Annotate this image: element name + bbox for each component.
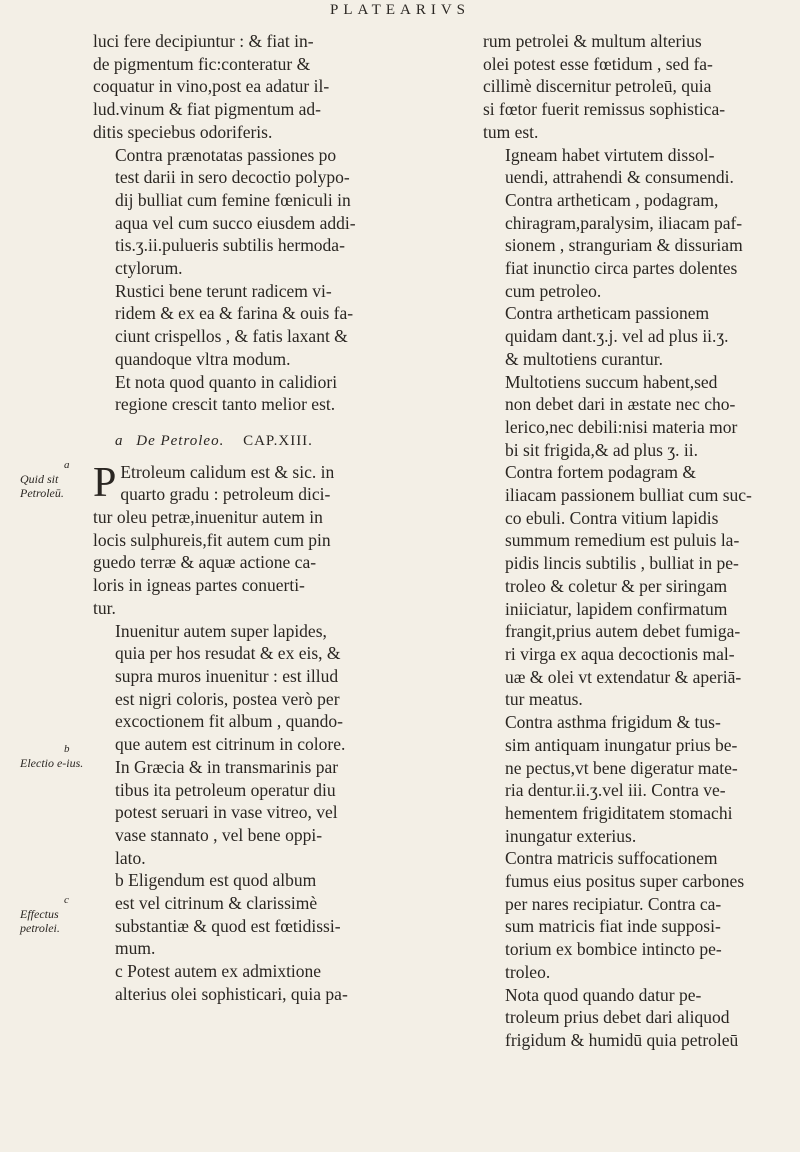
text-line: c Potest autem ex admixtione — [115, 961, 322, 982]
text-line: sim antiquam inungatur prius be- — [505, 734, 738, 755]
text-line: coquatur in vino,post ea adatur il- — [93, 76, 330, 97]
text-line: ne pectus,vt bene digeratur mate- — [505, 757, 738, 778]
text-line: & multotiens curantur. — [505, 348, 663, 369]
text-line: ri virga ex aqua decoctionis mal- — [505, 643, 735, 664]
text-line: cum petroleo. — [505, 280, 602, 301]
text-line: ria dentur.ii.ʒ.vel iii. Contra ve- — [505, 780, 726, 801]
text-line: si fœtor fuerit remissus sophistica- — [483, 99, 726, 120]
running-head: PLATEARIVS — [330, 2, 471, 18]
text-line: luci fere decipiuntur : & fiat in- — [93, 31, 314, 51]
text-line: tur. — [93, 597, 116, 618]
text-line: chiragram,paralysim, iliacam paf- — [505, 212, 743, 233]
text-line: hementem frigiditatem stomachi — [505, 802, 733, 823]
text-line: olei potest esse fœtidum , sed fa- — [483, 53, 713, 74]
text-line: quandoque vltra modum. — [115, 348, 291, 369]
text-line: Igneam habet virtutem dissol- — [505, 144, 715, 165]
text-line: Contra fortem podagram & — [505, 462, 696, 483]
text-line: mum. — [115, 938, 156, 959]
margin-note-key: b — [64, 743, 70, 755]
text-line: guedo terræ & aquæ actione ca- — [93, 552, 317, 573]
text-line: sionem , stranguriam & dissuriam — [505, 235, 743, 256]
text-line: frangit,prius autem debet fumiga- — [505, 621, 741, 642]
text-line: pidis lincis subtilis , bulliat in pe- — [505, 553, 739, 574]
text-line: troleo. — [505, 961, 551, 982]
text-line: quarto gradu : petroleum dici- — [120, 484, 331, 505]
text-line: per nares recipiatur. Contra ca- — [505, 893, 722, 914]
text-line: fumus eius positus super carbones — [505, 871, 745, 892]
text-line: In Græcia & in transmarinis par — [115, 756, 339, 777]
paragraph — [93, 461, 445, 506]
chapter-key: a — [115, 432, 124, 449]
paragraph — [93, 30, 445, 144]
text-line: est vel citrinum & clarissimè — [115, 893, 318, 914]
paragraph — [483, 30, 783, 144]
paragraph — [483, 144, 783, 189]
paragraph — [93, 506, 445, 620]
text-line: Contra matricis suffocationem — [505, 848, 718, 869]
text-line: torium ex bombice intincto pe- — [505, 939, 722, 960]
text-line: troleo & coletur & per siringam — [505, 575, 728, 596]
margin-note-text: Effectus petrolei. — [20, 907, 60, 935]
text-line: vase stannato , vel bene oppi- — [115, 824, 323, 845]
margin-note-key: c — [64, 894, 69, 906]
text-line: excoctionem fit album , quando- — [115, 711, 343, 732]
paragraph — [93, 280, 445, 371]
paragraph — [483, 984, 783, 1052]
left-column — [93, 30, 445, 1006]
paragraph — [93, 869, 445, 960]
margin-note-text: Electio e-ius. — [20, 756, 84, 770]
text-line: Multotiens succum habent,sed — [505, 371, 718, 392]
text-line: Contra prænotatas passiones po — [115, 144, 337, 165]
chapter-number: CAP.XIII. — [243, 432, 313, 449]
text-line: summum remedium est puluis la- — [505, 530, 740, 551]
text-line: lerico,nec debili:nisi materia mor — [505, 416, 738, 437]
text-line: frigidum & humidū quia petroleū — [505, 1029, 739, 1050]
text-line: que autem est citrinum in colore. — [115, 734, 346, 755]
text-line: ciunt crispellos , & fatis laxant & — [115, 326, 348, 347]
text-line: ditis speciebus odoriferis. — [93, 121, 273, 142]
text-line: cillimè discernitur petroleū, quia — [483, 76, 712, 97]
paragraph — [483, 371, 783, 462]
text-line: test darii in sero decoctio polypo- — [115, 167, 350, 188]
text-line: Et nota quod quanto in calidiori — [115, 371, 338, 392]
paragraph — [93, 756, 445, 870]
text-line: Inuenitur autem super lapides, — [115, 620, 327, 641]
text-line: ridem & ex ea & farina & ouis fa- — [115, 303, 354, 324]
text-line: locis sulphureis,fit autem cum pin — [93, 529, 331, 550]
text-line: tum est. — [483, 121, 539, 142]
text-line: potest seruari in vase vitreo, vel — [115, 802, 338, 823]
drop-cap: P — [93, 459, 117, 506]
paragraph — [93, 371, 445, 416]
text-line: fiat inunctio circa partes dolentes — [505, 258, 738, 279]
chapter-opening — [93, 461, 445, 506]
text-line: est nigri coloris, postea verò per — [115, 688, 340, 709]
text-line: alterius olei sophisticari, quia pa- — [115, 983, 348, 1004]
text-line: lato. — [115, 847, 146, 868]
paragraph — [483, 711, 783, 847]
text-line: ctylorum. — [115, 258, 183, 279]
text-line: dij bulliat cum femine fœniculi in — [115, 189, 351, 210]
text-line: rum petrolei & multum alterius — [483, 31, 702, 51]
text-line: tur oleu petræ,inuenitur autem in — [93, 507, 323, 528]
text-line: quidam dant.ʒ.j. vel ad plus ii.ʒ. — [505, 326, 729, 347]
text-line: regione crescit tanto melior est. — [115, 394, 336, 415]
text-line: uæ & olei vt extendatur & aperiā- — [505, 666, 742, 687]
right-column — [483, 30, 783, 1052]
text-line: co ebuli. Contra vitium lapidis — [505, 507, 719, 528]
margin-note-text: Quid sit Petroleū. — [20, 472, 64, 500]
text-line: lud.vinum & fiat pigmentum ad- — [93, 99, 321, 120]
margin-note-b — [20, 742, 100, 770]
chapter-title: De Petroleo. — [136, 432, 225, 449]
text-line: de pigmentum fic:conteratur & — [93, 53, 311, 74]
text-line: iliacam passionem bulliat cum suc- — [505, 485, 752, 506]
text-line: inungatur exterius. — [505, 825, 637, 846]
text-line: sum matricis fiat inde supposi- — [505, 916, 721, 937]
paragraph — [483, 189, 783, 303]
margin-note-key: a — [64, 459, 70, 471]
text-line: substantiæ & quod est fœtidissi- — [115, 915, 341, 936]
text-line: supra muros inuenitur : est illud — [115, 665, 339, 686]
text-line: troleum prius debet dari aliquod — [505, 1007, 730, 1028]
text-line: aqua vel cum succo eiusdem addi- — [115, 212, 356, 233]
text-line: non debet dari in æstate nec cho- — [505, 394, 736, 415]
text-line: tibus ita petroleum operatur diu — [115, 779, 336, 800]
text-line: Nota quod quando datur pe- — [505, 984, 702, 1005]
paragraph — [93, 620, 445, 756]
chapter-heading — [115, 430, 445, 453]
margin-note-a — [20, 458, 100, 500]
margin-note-c — [20, 893, 100, 935]
text-line: loris in igneas partes conuerti- — [93, 575, 305, 596]
text-line: quia per hos resudat & ex eis, & — [115, 643, 341, 664]
text-line: tis.ʒ.ii.pulueris subtilis hermoda- — [115, 235, 345, 256]
text-line: bi sit frigida,& ad plus ʒ. ii. — [505, 439, 698, 460]
text-line: Etroleum calidum est & sic. in — [120, 461, 335, 482]
text-line: Contra artheticam passionem — [505, 303, 710, 324]
paragraph — [483, 461, 783, 711]
text-line: Contra artheticam , podagram, — [505, 189, 719, 210]
text-line: Rustici bene terunt radicem vi- — [115, 280, 332, 301]
text-line: Contra asthma frigidum & tus- — [505, 712, 721, 733]
paragraph — [483, 847, 783, 983]
paragraph — [93, 144, 445, 280]
paragraph — [93, 960, 445, 1005]
text-line: tur meatus. — [505, 689, 583, 710]
paragraph — [483, 302, 783, 370]
text-line: iniiciatur, lapidem confirmatum — [505, 598, 728, 619]
text-line: uendi, attrahendi & consumendi. — [505, 167, 734, 188]
text-line: b Eligendum est quod album — [115, 870, 317, 891]
